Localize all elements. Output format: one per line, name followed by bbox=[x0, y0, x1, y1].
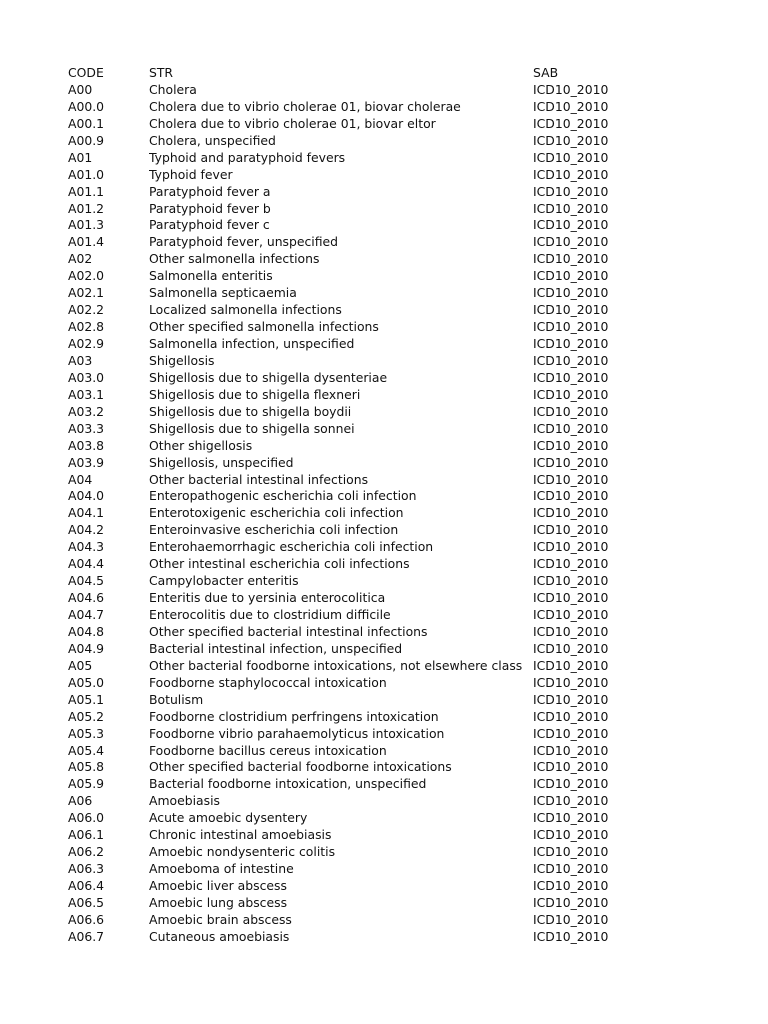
description-cell: Other bacterial intestinal infections bbox=[149, 471, 369, 487]
source-cell: ICD10_2010 bbox=[533, 505, 609, 521]
code-cell: A04.9 bbox=[68, 640, 105, 656]
source-cell: ICD10_2010 bbox=[533, 928, 609, 944]
description-cell: Foodborne clostridium perfringens intoxication bbox=[149, 708, 439, 724]
source-cell: ICD10_2010 bbox=[533, 268, 609, 284]
description-cell: Acute amoebic dysentery bbox=[149, 810, 308, 826]
code-cell: A04.4 bbox=[68, 556, 105, 572]
code-cell: A06.6 bbox=[68, 911, 105, 927]
table-row bbox=[68, 353, 628, 370]
source-cell: ICD10_2010 bbox=[533, 827, 609, 843]
source-cell: ICD10_2010 bbox=[533, 776, 609, 792]
table-row bbox=[68, 878, 628, 895]
description-cell: Cholera, unspecified bbox=[149, 132, 276, 148]
source-cell: ICD10_2010 bbox=[533, 488, 609, 504]
code-cell: A00.0 bbox=[68, 98, 105, 114]
code-cell: A03.1 bbox=[68, 386, 105, 402]
description-cell: Other intestinal escherichia coli infections bbox=[149, 556, 410, 572]
source-cell: ICD10_2010 bbox=[533, 607, 609, 622]
description-cell: Enterotoxigenic escherichia coli infection bbox=[149, 505, 404, 521]
table-row bbox=[68, 726, 628, 743]
code-cell: A01.3 bbox=[68, 217, 105, 233]
source-cell: ICD10_2010 bbox=[533, 674, 609, 690]
table-row bbox=[68, 539, 628, 556]
description-cell: Foodborne vibrio parahaemolyticus intoxication bbox=[149, 725, 445, 741]
description-cell: Enteroinvasive escherichia coli infection bbox=[149, 522, 399, 538]
source-cell: ICD10_2010 bbox=[533, 81, 609, 97]
code-cell: A05.3 bbox=[68, 725, 105, 741]
description-cell: Salmonella septicaemia bbox=[149, 285, 297, 301]
table-row bbox=[68, 370, 628, 387]
table-row bbox=[68, 759, 628, 776]
code-cell: A06.1 bbox=[68, 827, 105, 843]
table-row bbox=[68, 150, 628, 167]
table-row bbox=[68, 201, 628, 218]
source-cell: ICD10_2010 bbox=[533, 132, 609, 148]
source-cell: ICD10_2010 bbox=[533, 623, 609, 639]
source-cell: ICD10_2010 bbox=[533, 336, 609, 351]
description-cell: Typhoid fever bbox=[149, 166, 233, 182]
code-cell: A05 bbox=[68, 657, 93, 673]
table-row bbox=[68, 251, 628, 268]
code-cell: A06.4 bbox=[68, 878, 105, 893]
source-cell: ICD10_2010 bbox=[533, 590, 609, 606]
column-header-code: CODE bbox=[68, 65, 104, 80]
code-cell: A02.0 bbox=[68, 268, 105, 284]
source-cell: ICD10_2010 bbox=[533, 217, 609, 233]
source-cell: ICD10_2010 bbox=[533, 285, 609, 301]
source-cell: ICD10_2010 bbox=[533, 454, 609, 470]
description-cell: Amoeboma of intestine bbox=[149, 861, 294, 877]
source-cell: ICD10_2010 bbox=[533, 420, 609, 436]
table-row bbox=[68, 793, 628, 810]
column-header-str: STR bbox=[149, 65, 174, 80]
table-row bbox=[68, 302, 628, 319]
description-cell: Localized salmonella infections bbox=[149, 302, 342, 318]
code-cell: A04.2 bbox=[68, 522, 105, 538]
code-cell: A02.1 bbox=[68, 285, 105, 301]
table-row bbox=[68, 607, 628, 624]
table-row bbox=[68, 268, 628, 285]
code-cell: A04.1 bbox=[68, 505, 105, 521]
description-cell: Shigellosis due to shigella boydii bbox=[149, 403, 352, 419]
code-cell: A05.9 bbox=[68, 776, 105, 792]
source-cell: ICD10_2010 bbox=[533, 539, 609, 555]
description-cell: Bacterial foodborne intoxication, unspecified bbox=[149, 776, 427, 792]
description-cell: Salmonella enteritis bbox=[149, 268, 273, 284]
source-cell: ICD10_2010 bbox=[533, 115, 609, 131]
code-cell: A03.9 bbox=[68, 454, 105, 470]
code-cell: A04.7 bbox=[68, 607, 105, 622]
table-header-row bbox=[68, 65, 628, 82]
description-cell: Shigellosis, unspecified bbox=[149, 454, 294, 470]
table-row bbox=[68, 810, 628, 827]
code-cell: A06.0 bbox=[68, 810, 105, 826]
source-cell: ICD10_2010 bbox=[533, 742, 609, 758]
table-row bbox=[68, 505, 628, 522]
description-cell: Bacterial intestinal infection, unspecified bbox=[149, 640, 403, 656]
table-row bbox=[68, 319, 628, 336]
source-cell: ICD10_2010 bbox=[533, 98, 609, 114]
table-row bbox=[68, 133, 628, 150]
description-cell: Amoebic lung abscess bbox=[149, 894, 288, 910]
code-cell: A06 bbox=[68, 793, 93, 809]
table-row bbox=[68, 522, 628, 539]
table-row bbox=[68, 184, 628, 201]
description-cell: Paratyphoid fever, unspecified bbox=[149, 234, 339, 250]
table-row bbox=[68, 861, 628, 878]
table-row bbox=[68, 624, 628, 641]
description-cell: Chronic intestinal amoebiasis bbox=[149, 827, 332, 843]
description-cell: Amoebic liver abscess bbox=[149, 878, 287, 893]
source-cell: ICD10_2010 bbox=[533, 403, 609, 419]
source-cell: ICD10_2010 bbox=[533, 793, 609, 809]
code-cell: A03 bbox=[68, 352, 93, 368]
source-cell: ICD10_2010 bbox=[533, 573, 609, 589]
description-cell: Paratyphoid fever b bbox=[149, 200, 271, 216]
code-cell: A06.7 bbox=[68, 928, 105, 944]
description-cell: Cholera bbox=[149, 81, 197, 97]
table-row bbox=[68, 590, 628, 607]
code-cell: A03.3 bbox=[68, 420, 105, 436]
code-cell: A04.3 bbox=[68, 539, 105, 555]
source-cell: ICD10_2010 bbox=[533, 302, 609, 318]
code-cell: A01.2 bbox=[68, 200, 105, 216]
code-cell: A04 bbox=[68, 471, 93, 487]
code-cell: A04.0 bbox=[68, 488, 105, 504]
table-row bbox=[68, 99, 628, 116]
code-cell: A04.8 bbox=[68, 623, 105, 639]
code-cell: A02.8 bbox=[68, 319, 105, 335]
source-cell: ICD10_2010 bbox=[533, 810, 609, 826]
description-cell: Other salmonella infections bbox=[149, 251, 320, 267]
code-cell: A03.0 bbox=[68, 369, 105, 385]
code-cell: A05.4 bbox=[68, 742, 105, 758]
icd10-code-table bbox=[68, 65, 628, 946]
code-cell: A01.4 bbox=[68, 234, 105, 250]
table-row bbox=[68, 929, 628, 946]
description-cell: Amoebic brain abscess bbox=[149, 911, 292, 927]
table-row bbox=[68, 658, 628, 675]
source-cell: ICD10_2010 bbox=[533, 911, 609, 927]
table-row bbox=[68, 421, 628, 438]
code-cell: A01.1 bbox=[68, 183, 105, 199]
table-row bbox=[68, 472, 628, 489]
description-cell: Other shigellosis bbox=[149, 437, 253, 453]
description-cell: Shigellosis bbox=[149, 352, 215, 368]
table-row bbox=[68, 743, 628, 760]
description-cell: Other specified bacterial intestinal infections bbox=[149, 623, 428, 639]
description-cell: Shigellosis due to shigella sonnei bbox=[149, 420, 355, 436]
source-cell: ICD10_2010 bbox=[533, 844, 609, 860]
source-cell: ICD10_2010 bbox=[533, 759, 609, 775]
code-cell: A02.9 bbox=[68, 336, 105, 351]
source-cell: ICD10_2010 bbox=[533, 522, 609, 538]
code-cell: A00.1 bbox=[68, 115, 105, 131]
description-cell: Amoebic nondysenteric colitis bbox=[149, 844, 336, 860]
description-cell: Typhoid and paratyphoid fevers bbox=[149, 149, 346, 165]
source-cell: ICD10_2010 bbox=[533, 657, 609, 673]
code-cell: A04.6 bbox=[68, 590, 105, 606]
code-cell: A05.1 bbox=[68, 691, 105, 707]
source-cell: ICD10_2010 bbox=[533, 386, 609, 402]
description-cell: Paratyphoid fever a bbox=[149, 183, 271, 199]
source-cell: ICD10_2010 bbox=[533, 437, 609, 453]
table-row bbox=[68, 844, 628, 861]
table-row bbox=[68, 167, 628, 184]
description-cell: Cholera due to vibrio cholerae 01, biovar cholerae bbox=[149, 98, 461, 114]
table-row bbox=[68, 776, 628, 793]
description-cell: Salmonella infection, unspecified bbox=[149, 336, 355, 351]
source-cell: ICD10_2010 bbox=[533, 166, 609, 182]
description-cell: Shigellosis due to shigella dysenteriae bbox=[149, 369, 388, 385]
description-cell: Other specified salmonella infections bbox=[149, 319, 379, 335]
code-cell: A03.2 bbox=[68, 403, 105, 419]
source-cell: ICD10_2010 bbox=[533, 725, 609, 741]
code-cell: A05.8 bbox=[68, 759, 105, 775]
source-cell: ICD10_2010 bbox=[533, 471, 609, 487]
description-cell: Amoebiasis bbox=[149, 793, 221, 809]
source-cell: ICD10_2010 bbox=[533, 691, 609, 707]
code-cell: A01 bbox=[68, 149, 93, 165]
table-row bbox=[68, 641, 628, 658]
code-cell: A02.2 bbox=[68, 302, 105, 318]
source-cell: ICD10_2010 bbox=[533, 878, 609, 893]
table-row bbox=[68, 675, 628, 692]
source-cell: ICD10_2010 bbox=[533, 149, 609, 165]
table-row bbox=[68, 455, 628, 472]
description-cell: Botulism bbox=[149, 691, 204, 707]
table-row bbox=[68, 285, 628, 302]
source-cell: ICD10_2010 bbox=[533, 369, 609, 385]
table-row bbox=[68, 709, 628, 726]
source-cell: ICD10_2010 bbox=[533, 556, 609, 572]
column-header-sab: SAB bbox=[533, 65, 559, 80]
source-cell: ICD10_2010 bbox=[533, 708, 609, 724]
table-row bbox=[68, 438, 628, 455]
source-cell: ICD10_2010 bbox=[533, 640, 609, 656]
description-cell: Foodborne bacillus cereus intoxication bbox=[149, 742, 387, 758]
description-cell: Other specified bacterial foodborne intoxications bbox=[149, 759, 452, 775]
table-row bbox=[68, 488, 628, 505]
code-cell: A05.2 bbox=[68, 708, 105, 724]
table-row bbox=[68, 573, 628, 590]
code-cell: A02 bbox=[68, 251, 93, 267]
table-row bbox=[68, 116, 628, 133]
source-cell: ICD10_2010 bbox=[533, 894, 609, 910]
table-row bbox=[68, 82, 628, 99]
code-cell: A06.5 bbox=[68, 894, 105, 910]
description-cell: Enteritis due to yersinia enterocolitica bbox=[149, 590, 386, 606]
table-row bbox=[68, 387, 628, 404]
table-row bbox=[68, 336, 628, 353]
description-cell: Foodborne staphylococcal intoxication bbox=[149, 674, 387, 690]
description-cell: Enteropathogenic escherichia coli infection bbox=[149, 488, 417, 504]
table-row bbox=[68, 217, 628, 234]
source-cell: ICD10_2010 bbox=[533, 183, 609, 199]
table-row bbox=[68, 912, 628, 929]
description-cell: Enterocolitis due to clostridium difficile bbox=[149, 607, 391, 622]
source-cell: ICD10_2010 bbox=[533, 861, 609, 877]
code-cell: A06.3 bbox=[68, 861, 105, 877]
code-cell: A00.9 bbox=[68, 132, 105, 148]
description-cell: Campylobacter enteritis bbox=[149, 573, 299, 589]
code-cell: A01.0 bbox=[68, 166, 105, 182]
code-cell: A03.8 bbox=[68, 437, 105, 453]
table-body bbox=[68, 82, 628, 946]
source-cell: ICD10_2010 bbox=[533, 251, 609, 267]
description-cell: Cholera due to vibrio cholerae 01, biovar eltor bbox=[149, 115, 436, 131]
description-cell: Enterohaemorrhagic escherichia coli infection bbox=[149, 539, 434, 555]
code-cell: A06.2 bbox=[68, 844, 105, 860]
source-cell: ICD10_2010 bbox=[533, 319, 609, 335]
description-cell: Paratyphoid fever c bbox=[149, 217, 270, 233]
description-cell: Shigellosis due to shigella flexneri bbox=[149, 386, 361, 402]
description-cell: Cutaneous amoebiasis bbox=[149, 928, 290, 944]
table-row bbox=[68, 234, 628, 251]
code-cell: A05.0 bbox=[68, 674, 105, 690]
description-cell: Other bacterial foodborne intoxications, not elsewhere class bbox=[149, 657, 523, 673]
code-cell: A00 bbox=[68, 81, 93, 97]
table-row bbox=[68, 692, 628, 709]
table-row bbox=[68, 895, 628, 912]
source-cell: ICD10_2010 bbox=[533, 234, 609, 250]
table-row bbox=[68, 556, 628, 573]
table-row bbox=[68, 827, 628, 844]
code-cell: A04.5 bbox=[68, 573, 105, 589]
table-row bbox=[68, 404, 628, 421]
source-cell: ICD10_2010 bbox=[533, 352, 609, 368]
source-cell: ICD10_2010 bbox=[533, 200, 609, 216]
